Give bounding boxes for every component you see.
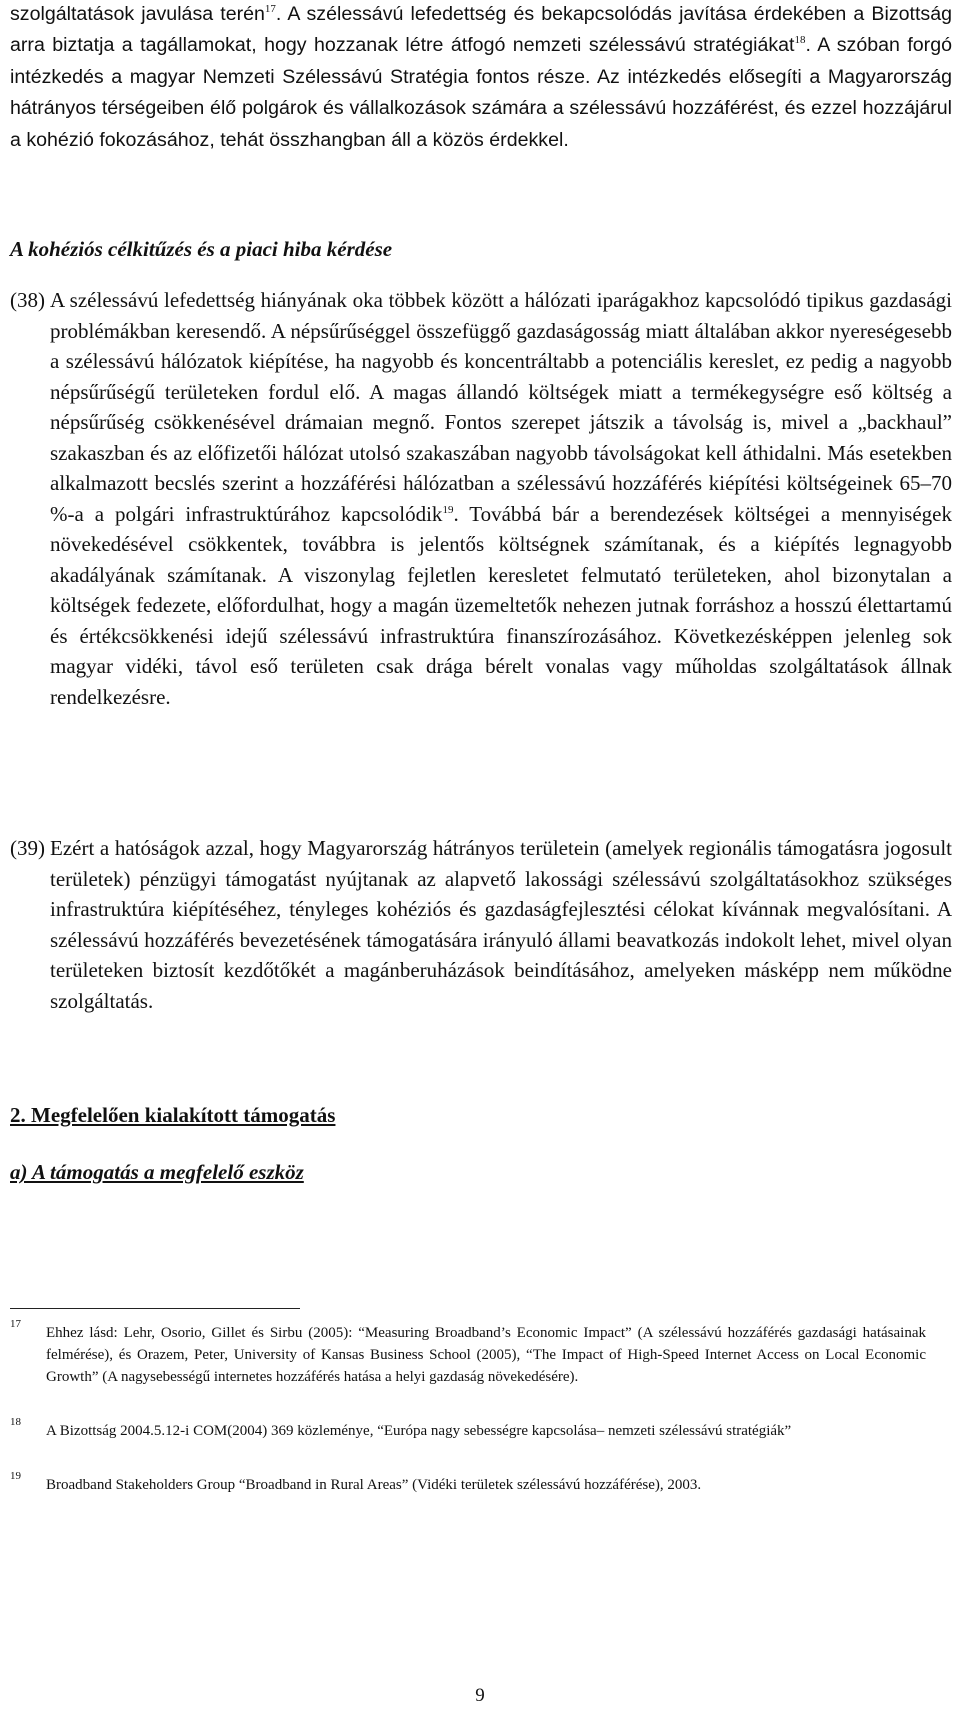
intro-text-3: . A szóban forgó intézkedés a magyar Nemzeti Szélessávú Stratégia fontos része. [10, 34, 952, 88]
section-heading-cohesion: A kohéziós célkitűzés és a piaci hiba kérdése [10, 237, 393, 261]
footnote-number: 17 [10, 1318, 21, 1330]
footnote-ref-18[interactable]: 18 [794, 34, 806, 47]
footnote-separator [10, 1308, 300, 1309]
intro-text-4: Az intézkedés elősegíti a Magyarország hátrányos térségeiben élő polgárok és vállalkozások számára a szélessávú hozzáférést, és ezzel hozzájárul a kohézió fokozásához, tehát összhangban áll a közös érdekkel. [10, 65, 952, 151]
intro-paragraph [10, 0, 952, 155]
subsection-heading-a: a) A támogatás a megfelelő eszköz [10, 1160, 304, 1184]
paragraph-38 [50, 285, 952, 712]
paragraph-38-text-b: . Továbbá bár a berendezések költségei a mennyiségek növekedésével csökkentek, továbbra is jelentős költségnek számítanak, és a kiépítés legnagyobb akadályának számítanak. A viszonylag fejletlen keresletet felmutató területeken, ahol bizonytalan a költségek fedezete, előfordulhat, hogy a magán üzemeltetők nehezen jutnak forráshoz a hosszú élettartamú és értékcsökkenési idejű szélessávú infrastruktúra finanszírozásához. Következésképpen jelenleg sok magyar vidéki, távol eső területen csak drága bérelt vonalas vagy műholdas szolgáltatások állnak rendelkezésre. [50, 501, 952, 709]
intro-text-2: . A szélessávú lefedettség és bekapcsolódás javítása érdekében a Bizottság arra biztatja a tagállamokat, hogy hozzanak létre átfogó nemzeti szélessávú stratégiákat [10, 3, 952, 57]
paragraph-number-39: (39) [10, 836, 45, 860]
footnote-text: Broadband Stakeholders Group “Broadband in Rural Areas” (Vidéki területek szélessávú hozzáférése), 2003. [46, 1477, 702, 1493]
footnote-text: Ehhez lásd: Lehr, Osorio, Gillet és Sirbu (2005): “Measuring Broadband’s Economic Impact” (A szélessávú hozzáférés gazdasági hatásainak felmérése), és Orazem, Peter, University of Kansas Business School (2005), “The Impact of High-Speed Internet Access on Local Economic Growth” (A nagysebességű internetes hozzáférés hatása a helyi gazdaság növekedésére). [46, 1325, 926, 1385]
footnote-ref-17[interactable]: 17 [264, 3, 276, 15]
page-number: 9 [475, 1685, 485, 1706]
paragraph-38-text-a: A szélessávú lefedettség hiányának oka többek között a hálózati iparágakhoz kapcsolódó tipikus gazdasági problémákban keresendő. A népsűrűséggel összefüggő gazdaságosság miatt általában akkor nyereségesebb a szélessávú hálózatok kiépítése, ha nagyobb és koncentráltabb a potenciális kereslet, ez pedig a nagyobb népsűrűségű területeken fordul elő. A magas állandó költségek miatt a termékegységre eső költség a népsűrűség csökkenésével drámaian megnő. Fontos szerepet játszik a távolság is, mivel a „backhaul” szakaszban és az előfizetői hálózat utolsó szakaszában nagyobb távolságokat kell áthidalni. Más esetekben alkalmazott becslés szerint a hozzáférési hálózatban a szélessávú hozzáférés kiépítési költségeinek 65–70 %-a a polgári infrastruktúrához kapcsolódik [50, 288, 952, 526]
intro-text-1: szolgáltatások javulása terén [10, 3, 265, 25]
footnote-ref-19[interactable]: 19 [442, 503, 454, 516]
footnote-number: 19 [10, 1470, 21, 1482]
footnote-number: 18 [10, 1416, 21, 1428]
paragraph-number-38: (38) [10, 288, 45, 312]
footnote-text: A Bizottság 2004.5.12-i COM(2004) 369 közleménye, “Európa nagy sebességre kapcsolása– nemzeti szélessávú stratégiák” [46, 1423, 792, 1439]
paragraph-39: Ezért a hatóságok azzal, hogy Magyarország hátrányos területein (amelyek regionális támogatásra jogosult területek) pénzügyi támogatást nyújtanak az alapvető lakossági szélessávú szolgáltatásokhoz szükséges infrastruktúra kiépítéséhez, tényleges kohéziós és gazdaságfejlesztési célokat kívánnak megvalósítani. A szélessávú hozzáférés bevezetésének támogatására irányuló állami beavatkozás indokolt lehet, mivel olyan területeken biztosít kezdőtőkét a magánberuházások beindításához, amelyeken másképp nem működne szolgáltatás. [50, 836, 952, 1013]
section-heading-2: 2. Megfelelően kialakított támogatás [10, 1103, 336, 1127]
